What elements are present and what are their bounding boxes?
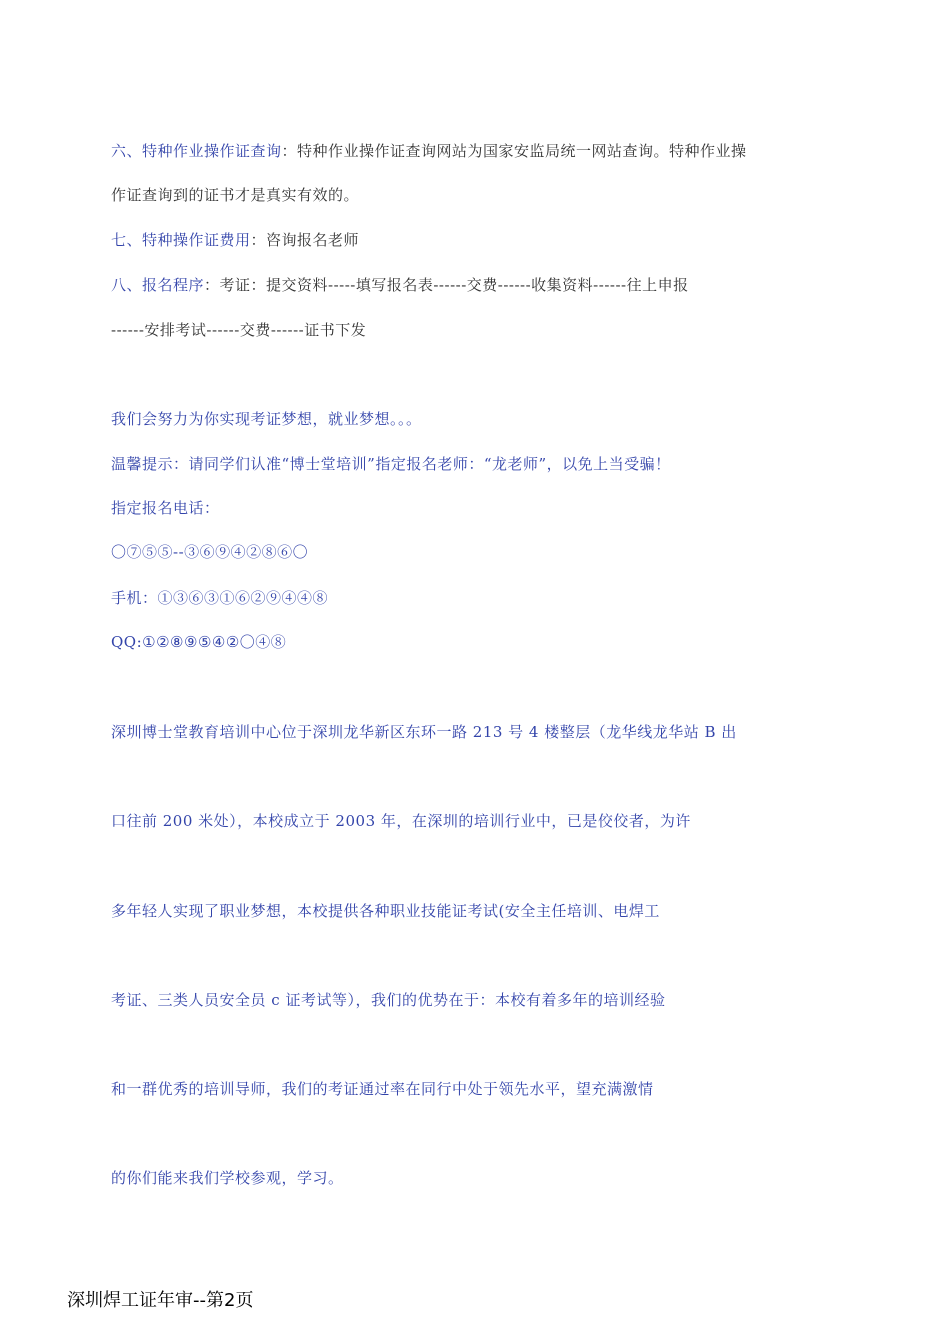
slogan: 我们会努力为你实现考证梦想，就业梦想。。。 [111, 410, 422, 428]
intro-line-5: 和一群优秀的培训导师，我们的考证通过率在同行中处于领先水平，望充满激情 [111, 1080, 654, 1098]
section-7-text: ：咨询报名老师 [250, 231, 360, 249]
section-8-label: 八、报名程序 [111, 276, 205, 294]
intro-line-2: 口往前 200 米处），本校成立于 2003 年，在深圳的培训行业中，已是佼佼者，为许 [111, 812, 691, 830]
intro-line-3: 多年轻人实现了职业梦想，本校提供各种职业技能证考试(安全主任培训、电焊工 [111, 902, 660, 920]
page-footer: 深圳焊工证年审--第2页 [67, 1290, 254, 1311]
intro-line-4: 考证、三类人员安全员 c 证考试等），我们的优势在于：本校有着多年的培训经验 [111, 991, 666, 1009]
reminder: 温馨提示：请同学们认准“博士堂培训”指定报名老师：“龙老师”，以免上当受骗！ [111, 455, 671, 473]
section-8-line-2: ------安排考试------交费------证书下发 [111, 321, 367, 339]
section-7-label: 七、特种操作证费用 [111, 231, 251, 249]
intro-line-6: 的你们能来我们学校参观，学习。 [111, 1169, 344, 1187]
section-7-line [111, 229, 359, 250]
qq-number: QQ:①②⑧⑨⑤④②〇④⑧ [111, 633, 287, 651]
section-6-text: ：特种作业操作证查询网站为国家安监局统一网站查询。特种作业操 [281, 142, 747, 160]
intro-line-1: 深圳博士堂教育培训中心位于深圳龙华新区东环一路 213 号 4 楼整层（龙华线龙华站 B 出 [111, 723, 737, 741]
section-8-text: ：考证：提交资料-----填写报名表------交费------收集资料------往上申报 [204, 276, 689, 294]
section-6-line-1 [111, 140, 747, 161]
section-6-label: 六、特种作业操作证查询 [111, 142, 282, 160]
phone-number: 〇⑦⑤⑤--③⑥⑨④②⑧⑥〇 [111, 543, 309, 561]
phone-label: 指定报名电话： [111, 499, 220, 517]
section-6-line-2: 作证查询到的证书才是真实有效的。 [111, 186, 360, 204]
mobile-number: 手机：①③⑥③①⑥②⑨④④⑧ [111, 589, 329, 607]
section-8-line-1 [111, 274, 689, 295]
